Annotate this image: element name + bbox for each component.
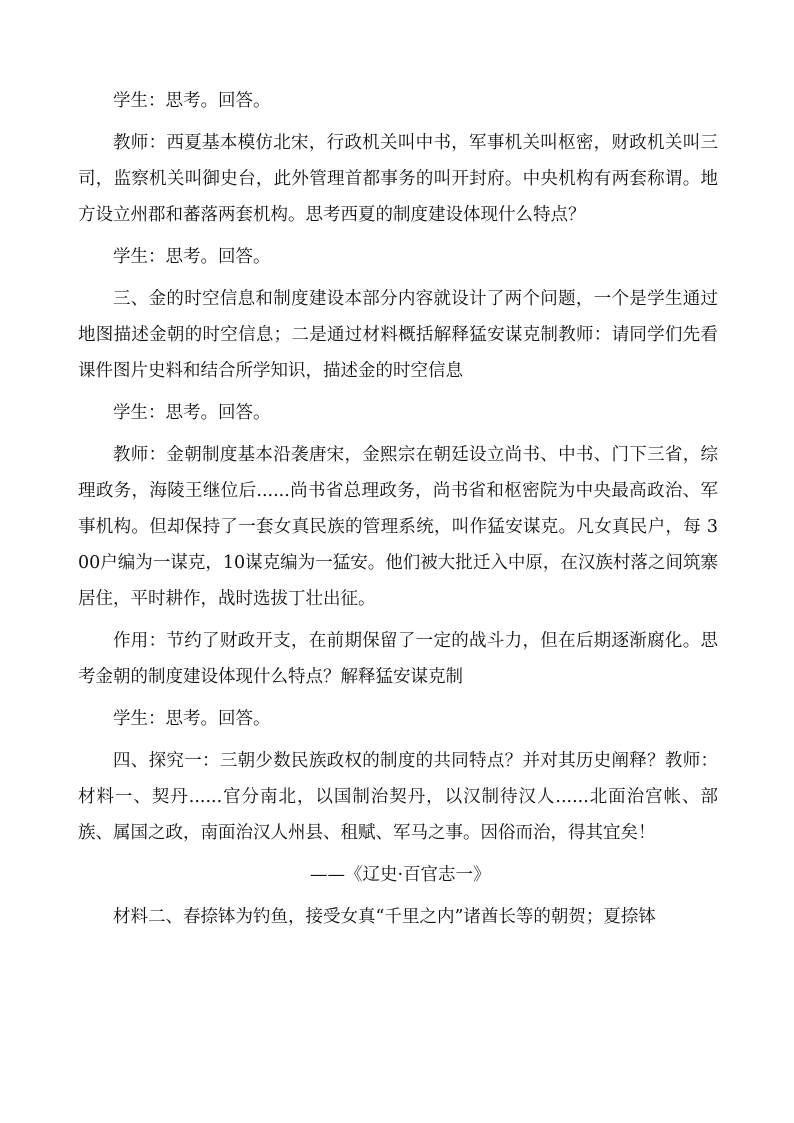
- paragraph-student-answer-1: 学生：思考。回答。: [113, 91, 271, 111]
- paragraph-student-answer-4: 学生：思考。回答。: [113, 709, 271, 729]
- citation-liaoshi: ——《辽史·百官志一》: [310, 865, 491, 885]
- paragraph-teacher-jin-system: 教师：金朝制度基本沿袭唐宋，金熙宗在朝廷设立尚书、中书、门下三省，综理政务，海陵王继位后......尚书省总理政务，尚书省和枢密院为中央最高政治、军事机构。但却保持了一套女真民族的管理系统，叫作猛安谋克。凡女真民户，每 300户编为一谋克，10谋克编为一猛安。他们被大批迁入中原，在汉族村落之间筑寨居住，平时耕作，战时选拔丁壮出征。: [78, 445, 718, 609]
- paragraph-teacher-xixia: 教师：西夏基本模仿北宋，行政机关叫中书，军事机关叫枢密，财政机关叫三司，监察机关叫御史台，此外管理首都事务的叫开封府。中央机构有两套称谓。地方设立州郡和蕃落两套机构。思考西夏的制度建设体现什么特点？: [78, 133, 718, 225]
- paragraph-section-three-jin: 三、金的时空信息和制度建设本部分内容就设计了两个问题，一个是学生通过地图描述金朝的时空信息；二是通过材料概括解释猛安谋克制教师：请同学们先看课件图片史料和结合所学知识，描述金的时空信息: [78, 289, 718, 381]
- document-body: [78, 83, 718, 941]
- paragraph-material-two: 材料二、春捺钵为钓鱼，接受女真“千里之内”诸酋长等的朝贺；夏捺钵: [113, 907, 656, 927]
- paragraph-student-answer-2: 学生：思考。回答。: [113, 247, 271, 267]
- paragraph-student-answer-3: 学生：思考。回答。: [113, 403, 271, 423]
- paragraph-effect: 作用：节约了财政开支，在前期保留了一定的战斗力，但在后期逐渐腐化。思考金朝的制度建设体现什么特点？解释猛安谋克制: [78, 631, 718, 687]
- paragraph-section-four-inquiry: 四、探究一：三朝少数民族政权的制度的共同特点？并对其历史阐释？教师：材料一、契丹......官分南北，以国制治契丹，以汉制待汉人......北面治宫帐、部族、属国之政，南面治汉人州县、租赋、军马之事。因俗而治，得其宜矣！: [78, 751, 718, 843]
